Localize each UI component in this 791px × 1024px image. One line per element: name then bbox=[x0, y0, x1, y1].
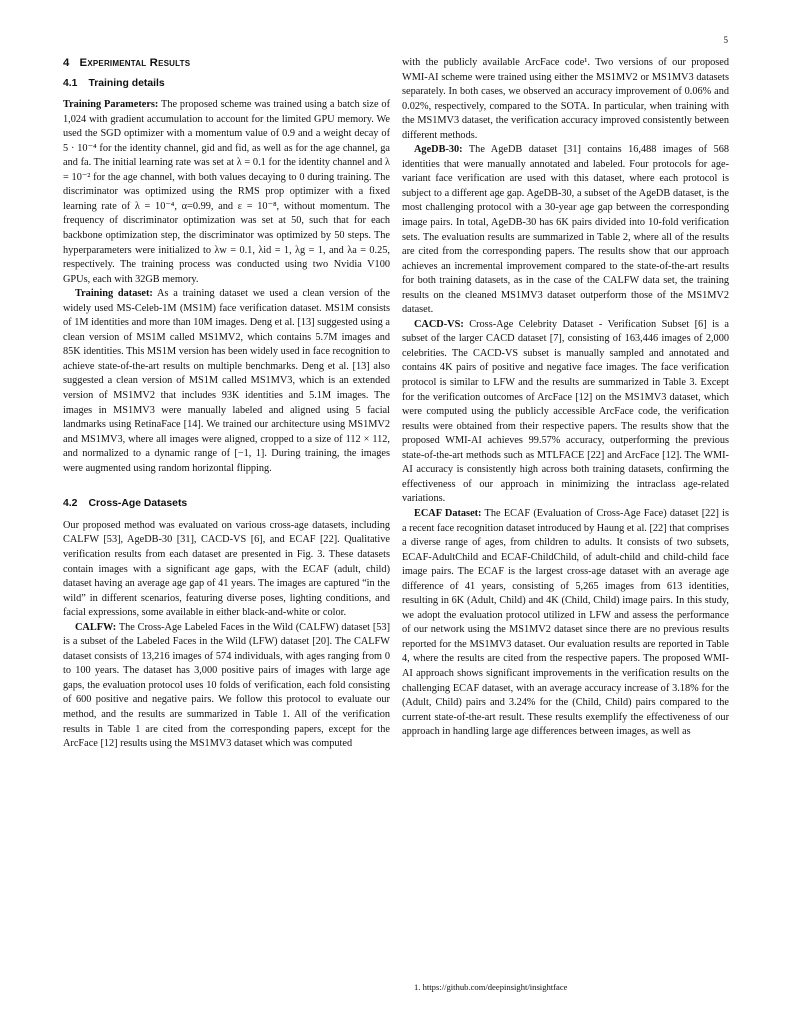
subsection-heading-training bbox=[63, 77, 390, 92]
paragraph-text: with the publicly available ArcFace code¹. Two versions of our proposed WMI-AI scheme were trained using either the MS1MV2 or MS1MV3 datasets separately. In both cases, we observed an accuracy improvement of 0.06% and 0.02%, respectively, compared to the SOTA. In particular, when training with the MS1MV3 dataset, the verification accuracy improved consistently between different methods. bbox=[402, 57, 729, 141]
paragraph-calfw-continued bbox=[402, 56, 729, 143]
paragraph-text: The AgeDB dataset [31] contains 16,488 images of 568 identities that were manually annotated and labeled. Four protocols for age-variant face verification are used with this dataset, where each protocol is subject to a different age gap. AgeDB-30, a subset of the AgeDB dataset, is the most challenging protocol with a 30-year age gap between the corresponding image pairs. In total, AgeDB-30 has 6K pairs divided into 10-fold verification sets. The evaluation results are summarized in Table 2, where all of the results are cited from the corresponding papers. The results show that our approach achieves an incremental improvement compared to the state-of-the-art results for both training datasets, as in the case of the CALFW data set, the training results on the cleaned MS1MV3 dataset outperform those of the MS1MV2 dataset. bbox=[402, 144, 729, 316]
subsection-title: Cross-Age Datasets bbox=[88, 498, 188, 510]
subsection-number: 4.2 bbox=[63, 498, 78, 510]
paragraph-agedb bbox=[402, 143, 729, 318]
section-heading bbox=[63, 56, 390, 71]
paragraph-lead: AgeDB-30: bbox=[414, 144, 463, 156]
subsection-title: Training details bbox=[88, 77, 165, 89]
section-number: 4 bbox=[63, 57, 70, 69]
paragraph-lead: CACD-VS: bbox=[414, 318, 464, 330]
paragraph-text: The Cross-Age Labeled Faces in the Wild (CALFW) dataset [53] is a subset of the Labeled Faces in the Wild (LFW) dataset [20]. The CALFW dataset consists of 13,216 images of 574 individuals, with ages ranging from 0 to 100 years. The dataset has 3,000 positive pairs of images with large age gaps, the evaluation protocol uses 10 folds of verification, each fold consisting of 600 positive and negative pairs. We follow this protocol to evaluate our method, and the results are summarized in Table 1. All of the verification results in Table 1 are cited from the corresponding papers, except for the ArcFace [12] results using the MS1MV3 dataset which was computed bbox=[63, 621, 390, 750]
paragraph-calfw bbox=[63, 621, 390, 752]
right-column bbox=[402, 56, 729, 740]
paragraph-training-dataset bbox=[63, 287, 390, 476]
left-column bbox=[63, 56, 390, 752]
paragraph-training-parameters bbox=[63, 98, 390, 287]
paragraph-lead: ECAF Dataset: bbox=[414, 507, 482, 519]
subsection-number: 4.1 bbox=[63, 77, 78, 89]
paragraph-lead: CALFW: bbox=[75, 621, 117, 633]
section-title: Experimental Results bbox=[79, 57, 191, 69]
footnote: 1. https://github.com/deepinsight/insightface bbox=[414, 982, 568, 992]
paragraph-cacd-vs bbox=[402, 318, 729, 507]
paragraph-ecaf bbox=[402, 507, 729, 740]
paragraph-text: The ECAF (Evaluation of Cross-Age Face) dataset [22] is a recent face recognition dataset introduced by Haung et al. [22] that comprises a diverse range of ages, from children to adults. It consists of two subsets, ECAF-AdultChild and ECAF-ChildChild, of adult-child and child-child face image pairs. The ECAF is the largest cross-age dataset with an average age difference of 41 years, consisting of 5,265 images from 613 identities, resulting in 6K (Adult, Child) and 4K (Child, Child) image pairs. In this study, we adopt the evaluation protocol utilized in LFW and assess the performance of our network using the MS1MV2 dataset since there are no previous results reported for the MS1MV3 dataset. Our evaluation results are reported in Table 4, where the results are cited from the respective papers. The proposed WMI-AI approach shows significant improvements in the verification results on the challenging ECAF dataset, with an average accuracy increase of 3.18% for the (Adult, Child) pairs and 3.24% for the (Child, Child) pairs compared to the current state-of-the-art result. These results exemplify the effectiveness of our approach in handling large age differences between images, as well as bbox=[402, 507, 729, 738]
paragraph-text: The proposed scheme was trained using a batch size of 1,024 with gradient accumulation to account for the limited GPU memory. We used the SGD optimizer with a momentum value of 0.9 and a weight decay of 5 · 10⁻⁴ for the identity channel, gid and fid, as well as for the age channel, ga and fa. The initial learning rate was set at λ = 0.1 for the identity channel and λ = 10⁻² for the age channel, with both values decaying to 0 during training. The discriminator was optimized using the RMS prop optimizer with a fixed learning rate of λ = 10⁻⁴, α=0.99, and ε = 10⁻⁸, without momentum. The frequency of discriminator optimization was set at 50, such that for each backbone optimization step, the discriminator was optimized by 50 steps. The hyperparameters were initialized to λw = 0.1, λid = 1, λg = 1, and λa = 0.25, respectively. The training process was conducted using two Nvidia V100 GPUs, each with 32GB memory. bbox=[63, 99, 390, 285]
paragraph-text: Cross-Age Celebrity Dataset - Verification Subset [6] is a subset of the larger CACD dataset [7], consisting of 163,446 images of 2,000 celebrities. The CACD-VS subset is manually sampled and annotated and contains 4K pairs of positive and negative face images. The face verification protocol is similar to LFW and the results are summarized in Table 3. Except for the verification outcomes of ArcFace [12] on the MS1MV3 dataset, which were computed using the publicly accessible ArcFace code, the verification results were obtained from their respective papers. The results show that the proposed WMI-AI achieves 99.57% accuracy, outperforming the previous state-of-the-art methods such as MTLFACE [22] and ArcFace [12]. The WMI-AI accuracy is consistently high across both training datasets, confirming the effectiveness of our approach in minimizing the intraclass age-related variations. bbox=[402, 318, 729, 505]
paragraph-lead: Training dataset: bbox=[75, 288, 153, 300]
paragraph-text: Our proposed method was evaluated on various cross-age datasets, including CALFW [53], AgeDB-30 [31], CACD-VS [6], and ECAF [22]. Qualitative verification results from each dataset are presented in Fig. 3. These datasets contain images with a significant age gaps, with the ECAF (adult, child) dataset having an average age gap of 41 years. The images are captured “in the wild” in different scenarios, featuring diverse poses, lighting conditions, and facial expressions, some available in either black-and-white or color. bbox=[63, 519, 390, 619]
paragraph-cross-age-intro bbox=[63, 519, 390, 621]
page-number: 5 bbox=[723, 35, 728, 45]
paragraph-lead: Training Parameters: bbox=[63, 99, 159, 111]
paragraph-text: As a training dataset we used a clean version of the widely used MS-Celeb-1M (MS1M) face verification dataset. MS1M consists of 1M identities and more than 10M images. Deng et al. [13] suggested using a clean version of MS1M called MS1MV2, which contains 5.7M images and 85K identities. This MS1M version has been widely used in face recognition to achieve state-of-the-art results on multiple benchmarks. Deng et al. [13] also suggested a clean version of MS1M called MS1MV3, which is an extended version of MS1MV2 that includes 93K identities and 5.1M images. The images in MS1MV3 were manually labeled and aligned using 5 facial landmarks using RetinaFace [14]. We trained our architecture using MS1MV2 and MS1MV3, where all images were aligned, cropped to a size of 112 × 112, and normalized to a dynamic range of [−1, 1]. During training, the images were augmented using random horizontal flipping. bbox=[63, 288, 390, 474]
subsection-heading-cross-age bbox=[63, 497, 390, 512]
